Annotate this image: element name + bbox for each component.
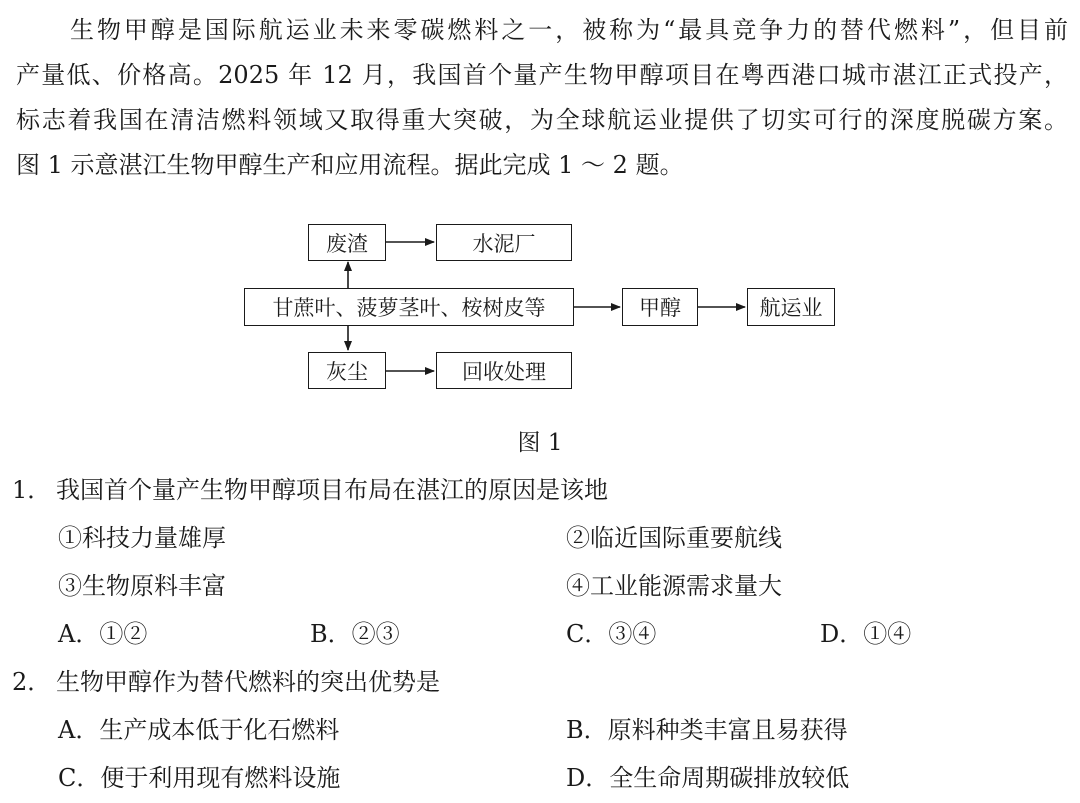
question-1-statement: ④工业能源需求量大: [566, 572, 782, 600]
question-1-number: 1．: [12, 476, 52, 504]
question-2-option-a[interactable]: A．生产成本低于化石燃料: [58, 716, 340, 744]
node-raw-materials: 甘蔗叶、菠萝茎叶、桉树皮等: [244, 288, 574, 326]
question-2-option-c[interactable]: C．便于利用现有燃料设施: [58, 764, 341, 792]
node-ash: 灰尘: [308, 352, 386, 389]
question-1-stem: 我国首个量产生物甲醇项目布局在湛江的原因是该地: [56, 476, 608, 504]
node-waste-residue: 废渣: [308, 224, 386, 261]
question-2-number: 2．: [12, 668, 52, 696]
question-1-option-c[interactable]: C．③④: [566, 620, 657, 648]
question-1-option-b[interactable]: B．②③: [310, 620, 400, 648]
figure-caption: 图 1: [517, 430, 563, 456]
question-1-statement: ①科技力量雄厚: [58, 524, 226, 552]
question-1-option-d[interactable]: D．①④: [820, 620, 912, 648]
question-1-option-a[interactable]: A．①②: [58, 620, 148, 648]
question-2-stem: 生物甲醇作为替代燃料的突出优势是: [56, 668, 440, 696]
question-2-option-b[interactable]: B．原料种类丰富且易获得: [566, 716, 848, 744]
question-1-statement: ②临近国际重要航线: [566, 524, 782, 552]
question-1-statement: ③生物原料丰富: [58, 572, 226, 600]
node-methanol: 甲醇: [622, 288, 698, 326]
node-recycling: 回收处理: [436, 352, 572, 389]
intro-line: 产量低、价格高。2025 年 12 月，我国首个量产生物甲醇项目在粤西港口城市湛江正式投产，: [16, 61, 1068, 89]
question-2-option-d[interactable]: D．全生命周期碳排放较低: [566, 764, 850, 792]
node-cement-plant: 水泥厂: [436, 224, 572, 261]
intro-line: 图 1 示意湛江生物甲醇生产和应用流程。据此完成 1 ～ 2 题。: [16, 151, 684, 179]
node-shipping: 航运业: [747, 288, 835, 326]
intro-line: 生物甲醇是国际航运业未来零碳燃料之一，被称为“最具竞争力的替代燃料”，但目前: [70, 16, 1068, 44]
intro-line: 标志着我国在清洁燃料领域又取得重大突破，为全球航运业提供了切实可行的深度脱碳方案。: [16, 106, 1068, 134]
intro-paragraph: [16, 8, 1068, 188]
